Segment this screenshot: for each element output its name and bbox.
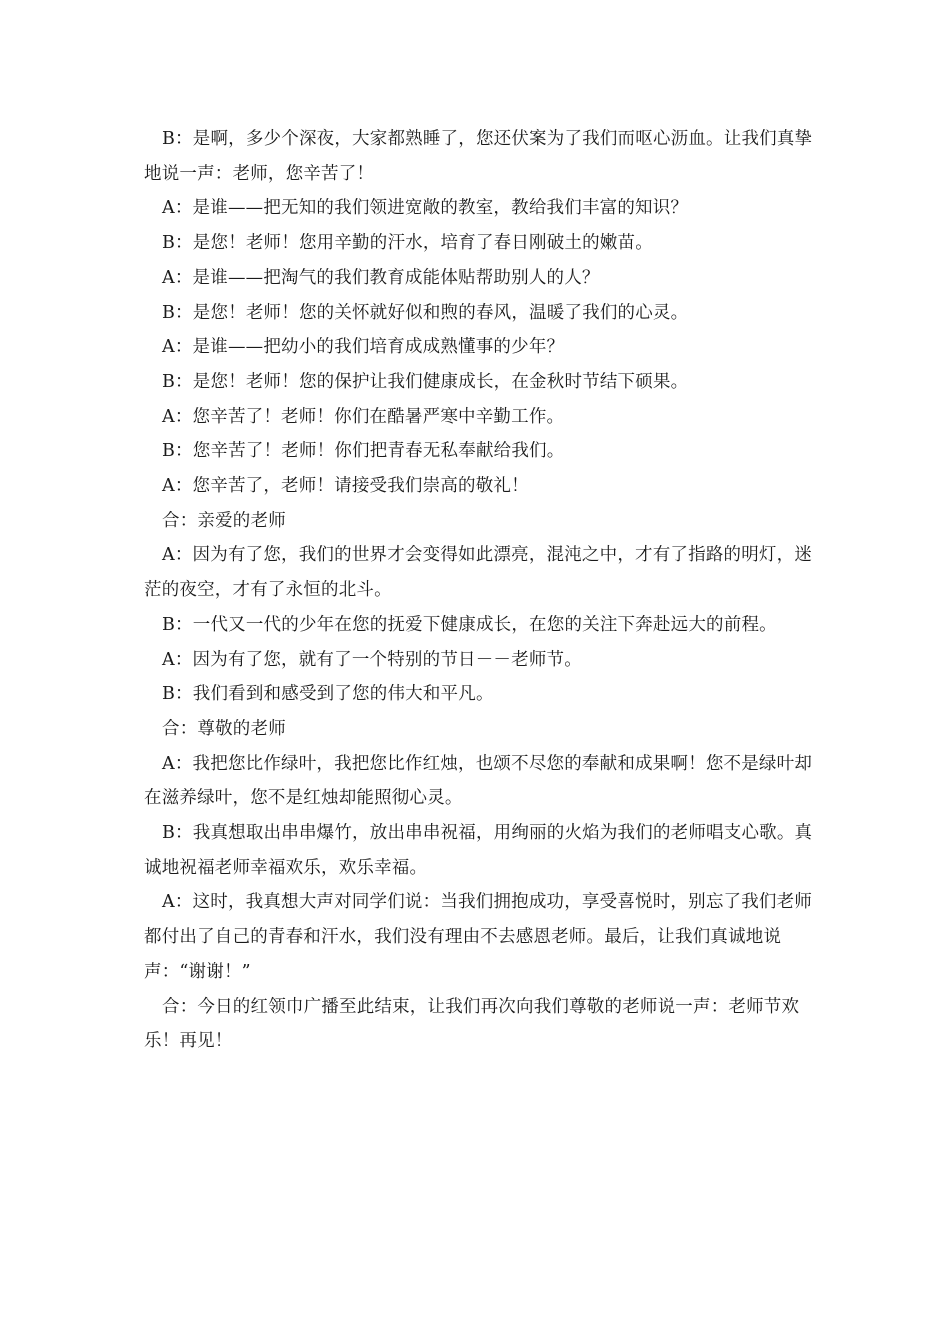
dialogue-paragraph: B：是您！老师！您的关怀就好似和煦的春风，温暖了我们的心灵。 xyxy=(162,302,689,323)
dialogue-paragraph: A：您辛苦了！老师！你们在酷暑严寒中辛勤工作。 xyxy=(162,406,565,427)
dialogue-paragraph: A：是谁——把幼小的我们培育成成熟懂事的少年？ xyxy=(162,337,565,358)
dialogue-paragraph: B：我们看到和感受到了您的伟大和平凡。 xyxy=(162,684,494,705)
dialogue-paragraph: B：是您！老师！您用辛勤的汗水，培育了春日刚破土的嫩苗。 xyxy=(162,233,653,254)
dialogue-paragraph: A：是谁——把无知的我们领进宽敞的教室，教给我们丰富的知识？ xyxy=(162,198,689,219)
dialogue-paragraph: B：我真想取出串串爆竹，放出串串祝福，用绚丽的火焰为我们的老师唱支心歌。真诚地祝福老师幸福欢乐，欢乐幸福。 xyxy=(144,823,813,878)
chorus-line: 合：尊敬的老师 xyxy=(162,718,286,739)
dialogue-paragraph: A：您辛苦了，老师！请接受我们崇高的敬礼！ xyxy=(162,476,529,497)
dialogue-paragraph: B：您辛苦了！老师！你们把青春无私奉献给我们。 xyxy=(162,441,565,462)
dialogue-paragraph: A：是谁——把淘气的我们教育成能体贴帮助别人的人？ xyxy=(162,267,600,288)
closing-chorus-line: 合：今日的红领巾广播至此结束，让我们再次向我们尊敬的老师说一声：老师节欢乐！再见！ xyxy=(144,996,800,1052)
dialogue-paragraph: B：一代又一代的少年在您的抚爱下健康成长，在您的关注下奔赴远大的前程。 xyxy=(162,614,777,635)
dialogue-paragraph: B：是啊，多少个深夜，大家都熟睡了，您还伏案为了我们而呕心沥血。让我们真挚地说一声：老师，您辛苦了！ xyxy=(144,129,813,184)
script-body xyxy=(144,122,824,1059)
dialogue-paragraph: A：因为有了您，我们的世界才会变得如此漂亮，混沌之中，才有了指路的明灯，迷茫的夜空，才有了永恒的北斗。 xyxy=(144,545,813,601)
dialogue-paragraph: A：因为有了您，就有了一个特别的节日－－老师节。 xyxy=(162,649,582,670)
dialogue-paragraph: A：这时，我真想大声对同学们说：当我们拥抱成功，享受喜悦时，别忘了我们老师都付出了自己的青春和汗水，我们没有理由不去感恩老师。最后，让我们真诚地说声：“谢谢！” xyxy=(144,892,813,982)
dialogue-paragraph: A：我把您比作绿叶，我把您比作红烛，也颂不尽您的奉献和成果啊！您不是绿叶却在滋养绿叶，您不是红烛却能照彻心灵。 xyxy=(144,753,813,809)
dialogue-paragraph: B：是您！老师！您的保护让我们健康成长，在金秋时节结下硕果。 xyxy=(162,371,689,392)
chorus-line: 合：亲爱的老师 xyxy=(162,510,286,531)
